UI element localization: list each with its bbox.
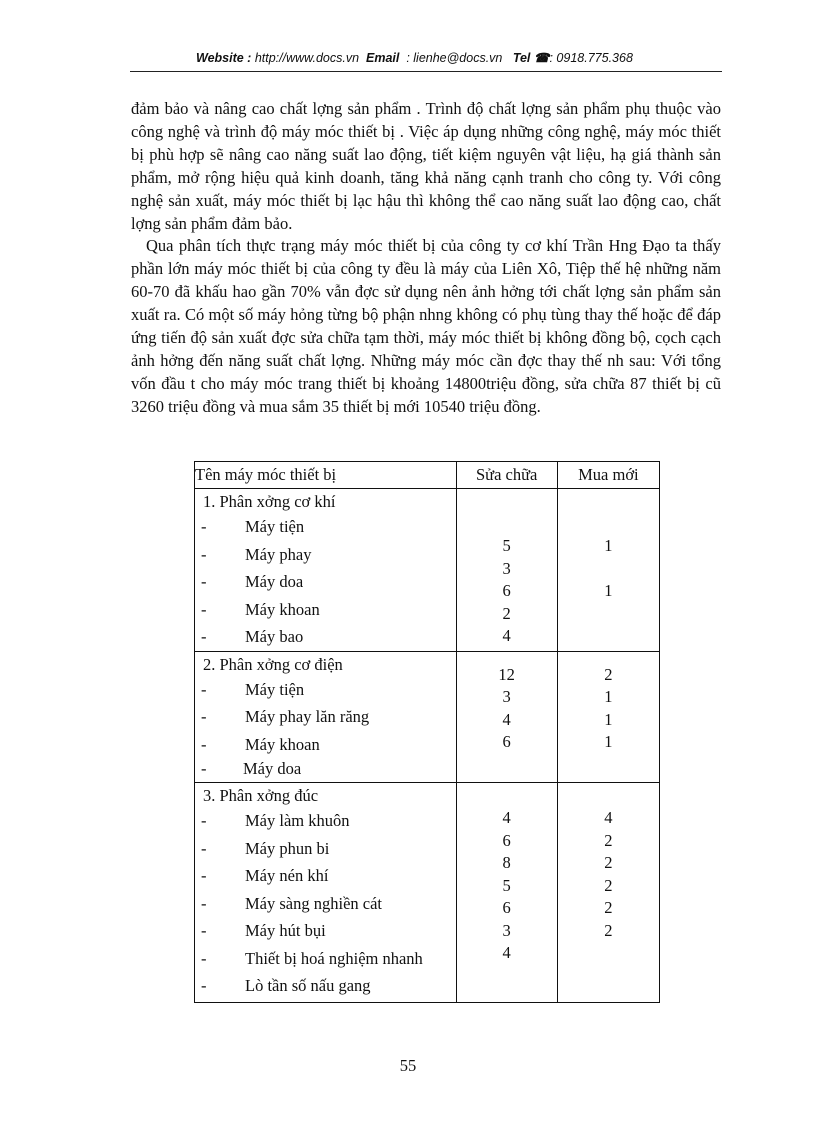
body-text	[131, 98, 721, 419]
list-item: - Máy khoan	[201, 599, 320, 619]
group-title: 2. Phân xởng cơ điện	[203, 654, 343, 674]
new-value: 2	[604, 920, 613, 940]
list-item: - Máy sàng nghiền cát	[201, 893, 383, 913]
group-2-names	[195, 651, 457, 783]
group-3-names	[195, 783, 457, 1003]
table-row-group-2	[195, 651, 660, 783]
phone-icon: ☎	[533, 51, 550, 65]
header-divider	[130, 71, 722, 72]
list-item: - Máy tiện	[201, 517, 305, 536]
repair-value: 4	[502, 626, 511, 645]
repair-value: 6	[502, 830, 511, 850]
paragraph-2: Qua phân tích thực trạng máy móc thiết bị của công ty cơ khí Trần Hng Đạo ta thấy phần lớn máy móc thiết bị của công ty đều là máy của Liên Xô, Tiệp thế hệ những năm 60-70 đã khấu hao gần 70% vẫn đợc sử dụng nên ảnh hởng tới chất lợng sản phẩm sản xuất ra. Có một số máy hỏng từng bộ phận nhng không có phụ tùng thay thế hoặc để đáp ứng tiến độ sản xuất đợc sửa chữa tạm thời, máy móc thiết bị không đồng bộ, cọch cạch ảnh hởng đến năng suất chất lợng. Những máy móc cần đợc thay thế nh sau: Với tổng vốn đầu t cho máy móc trang thiết bị khoảng 14800triệu đồng, sửa chữa 87 thiết bị cũ 3260 triệu đồng và mua sắm 35 thiết bị mới 10540 triệu đồng.	[131, 236, 721, 416]
repair-value: 12	[498, 664, 515, 684]
new-value: 1	[604, 687, 613, 706]
new-value: 2	[604, 830, 613, 850]
repair-value: 3	[502, 920, 511, 940]
group-3-repair	[456, 783, 557, 1003]
tel-label: Tel	[512, 51, 531, 65]
list-item: - Máy doa	[201, 759, 302, 778]
repair-value: 3	[502, 558, 511, 578]
header-equipment-name: Tên máy móc thiết bị	[195, 462, 457, 489]
repair-value: 3	[502, 687, 511, 706]
group-title: 3. Phân xởng đúc	[203, 786, 319, 805]
new-value: 1	[604, 581, 613, 600]
repair-value: 6	[502, 581, 511, 600]
email-label: Email	[366, 51, 400, 65]
repair-value: 4	[502, 709, 511, 729]
new-value: 2	[604, 898, 613, 917]
new-value: 2	[604, 853, 613, 872]
new-value: 4	[604, 808, 613, 827]
list-item: - Máy phun bi	[201, 838, 330, 858]
new-value: 1	[604, 709, 613, 729]
equipment-table	[194, 461, 660, 1003]
page-number: 55	[399, 1056, 417, 1075]
tel-value: : 0918.775.368	[549, 51, 633, 65]
group-2-new	[557, 651, 659, 783]
list-item: - Máy doa	[201, 572, 304, 591]
repair-value: 6	[502, 732, 511, 751]
list-item: - Máy tiện	[201, 679, 305, 699]
website-link[interactable]: http://www.docs.vn	[254, 51, 360, 65]
group-3-new	[557, 783, 659, 1003]
table-row-group-3	[195, 783, 660, 1003]
list-item: - Máy phay	[201, 544, 312, 564]
email-link[interactable]: : lienhe@docs.vn	[406, 51, 503, 65]
repair-value: 5	[502, 875, 511, 895]
header-repair: Sửa chữa	[456, 462, 557, 489]
header-new: Mua mới	[557, 462, 659, 489]
table-row-group-1	[195, 489, 660, 652]
repair-value: 5	[502, 536, 511, 555]
new-value: 2	[604, 875, 613, 895]
list-item: - Lò tần số nấu gang	[201, 976, 371, 995]
group-1-new	[557, 489, 659, 652]
repair-value: 8	[502, 853, 511, 872]
new-value: 2	[604, 664, 613, 684]
new-value: 1	[604, 732, 613, 751]
list-item: - Máy khoan	[201, 734, 320, 754]
list-item: - Máy nén khí	[201, 866, 329, 885]
list-item: - Máy bao	[201, 627, 304, 646]
table-header-row	[195, 462, 660, 489]
list-item: - Máy phay lăn răng	[201, 707, 370, 726]
group-2-repair	[456, 651, 557, 783]
website-label: Website :	[196, 51, 252, 65]
group-1-names	[195, 489, 457, 652]
page-header	[196, 50, 666, 65]
new-value	[558, 558, 659, 581]
list-item: - Máy hút bụi	[201, 921, 326, 940]
paragraph-1: đảm bảo và nâng cao chất lợng sản phẩm . Trình độ chất lợng sản phẩm phụ thuộc vào công nghệ và trình độ máy móc thiết bị . Việc áp dụng những công nghệ, máy móc thiết bị phù hợp sẽ nâng cao năng suất lao động, tiết kiệm nguyên vật liệu, hạ giá thành sản phẩm, mở rộng hiệu quả kinh doanh, tăng khả năng cạnh tranh cho công ty. Với công nghệ sản xuất, máy móc thiết bị lạc hậu thì không thể cao năng suất lao động cao, chất lợng sản phẩm đảm bảo.	[131, 99, 721, 233]
repair-value: 4	[502, 808, 511, 827]
group-1-repair	[456, 489, 557, 652]
repair-value: 4	[502, 943, 511, 962]
repair-value: 2	[502, 603, 511, 623]
list-item: - Thiết bị hoá nghiệm nhanh	[201, 948, 423, 968]
list-item: - Máy làm khuôn	[201, 811, 350, 830]
repair-value: 6	[502, 898, 511, 917]
group-title: 1. Phân xởng cơ khí	[203, 492, 336, 511]
new-value: 1	[604, 536, 613, 555]
